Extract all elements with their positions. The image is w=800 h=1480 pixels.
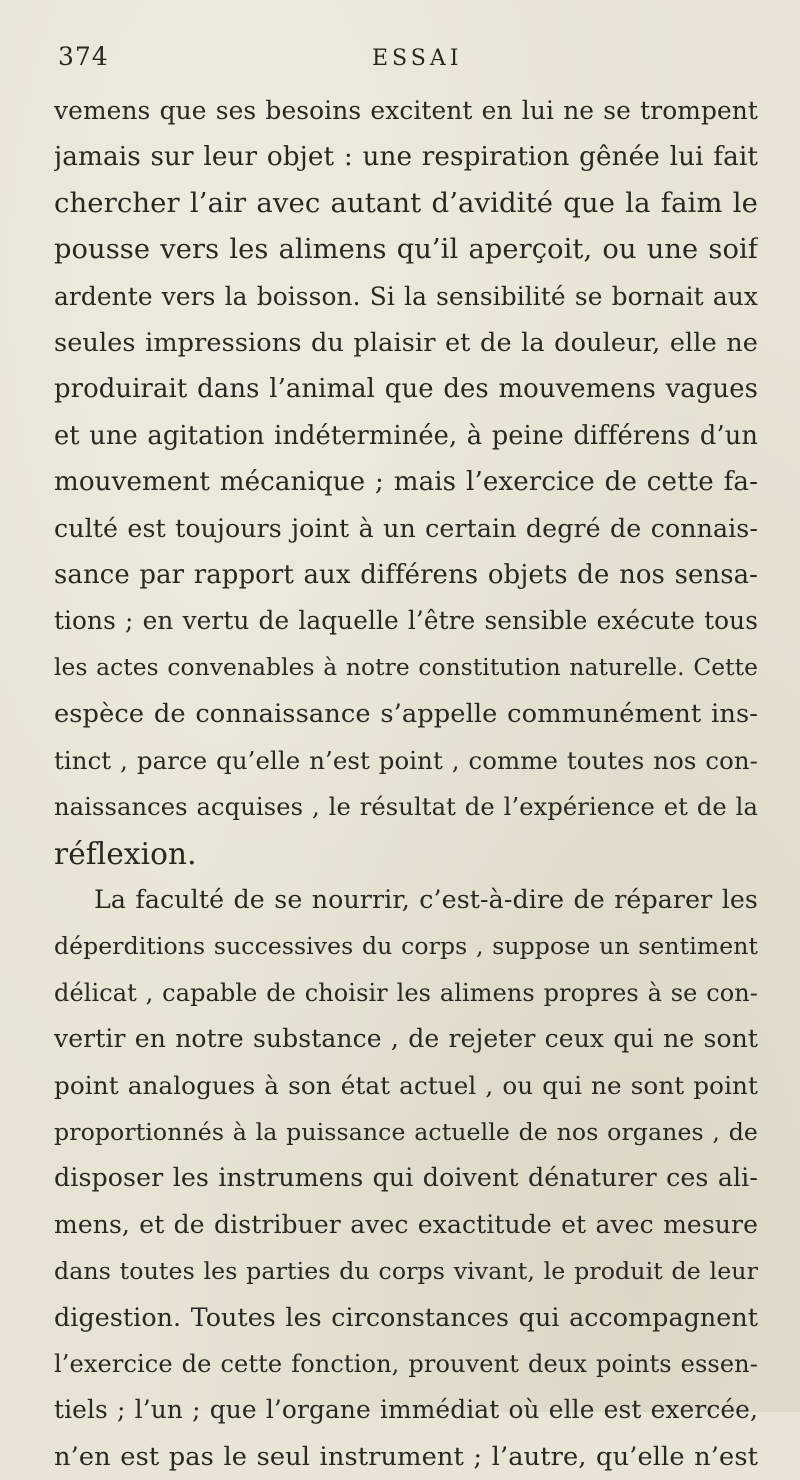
text-line: ardente vers la boisson. Si la sensibilité se bornait aux — [54, 281, 758, 311]
text-line: espèce de connaissance s’appelle communément ins- — [54, 699, 758, 730]
text-line: tinct , parce qu’elle n’est point , comme toutes nos con- — [54, 745, 758, 775]
text-line: disposer les instrumens qui doivent dénaturer ces ali- — [54, 1163, 758, 1193]
body-text — [54, 88, 758, 1480]
text-line: les actes convenables à notre constitution naturelle. Cette — [54, 653, 758, 681]
text-line: naissances acquises , le résultat de l’expérience et de la — [54, 793, 758, 822]
text-line: déperditions successives du corps , suppose un sentiment — [54, 932, 758, 961]
text-line: tiels ; l’un ; que l’organe immédiat où elle est exercée, — [54, 1395, 758, 1425]
page-number: 374 — [58, 42, 109, 71]
text-line: proportionnés à la puissance actuelle de nos organes , de — [54, 1117, 758, 1146]
text-line: point analogues à son état actuel , ou qui ne sont point — [54, 1070, 758, 1100]
paragraph-1 — [54, 88, 758, 877]
text-line: l’exercice de cette fonction, prouvent deux points essen- — [54, 1349, 758, 1378]
paragraph-2 — [54, 877, 758, 1480]
running-title: ESSAI — [372, 46, 463, 71]
text-line: La faculté de se nourrir, c’est-à-dire de réparer les — [94, 884, 758, 914]
text-line: sance par rapport aux différens objets de nos sensa- — [54, 560, 758, 591]
text-line: pousse vers les alimens qu’il aperçoit, ou une soif — [54, 234, 758, 266]
text-line: mouvement mécanique ; mais l’exercice de cette fa- — [54, 467, 758, 498]
text-line: seules impressions du plaisir et de la douleur, elle ne — [54, 328, 758, 359]
text-line: tions ; en vertu de laquelle l’être sensible exécute tous — [54, 606, 758, 636]
text-line: et une agitation indéterminée, à peine différens d’un — [54, 420, 758, 451]
text-line: dans toutes les parties du corps vivant, le produit de leur — [54, 1257, 758, 1286]
text-line: digestion. Toutes les circonstances qui accompagnent — [54, 1302, 758, 1332]
text-line: vemens que ses besoins excitent en lui ne se trompent — [54, 96, 758, 125]
text-line: produirait dans l’animal que des mouvemens vagues — [54, 374, 758, 405]
running-head — [54, 42, 758, 86]
text-line: chercher l’air avec autant d’avidité que la faim le — [54, 187, 758, 219]
text-line: vertir en notre substance , de rejeter ceux qui ne sont — [54, 1024, 758, 1054]
text-line: réflexion. — [54, 836, 197, 871]
text-line: n’en est pas le seul instrument ; l’autre, qu’elle n’est — [54, 1441, 758, 1472]
text-line: délicat , capable de choisir les alimens propres à se con- — [54, 978, 758, 1007]
text-line: culté est toujours joint à un certain degré de connais- — [54, 513, 758, 543]
text-line: jamais sur leur objet : une respiration gênée lui fait — [54, 142, 758, 173]
text-line: mens, et de distribuer avec exactitude et avec mesure — [54, 1209, 758, 1239]
